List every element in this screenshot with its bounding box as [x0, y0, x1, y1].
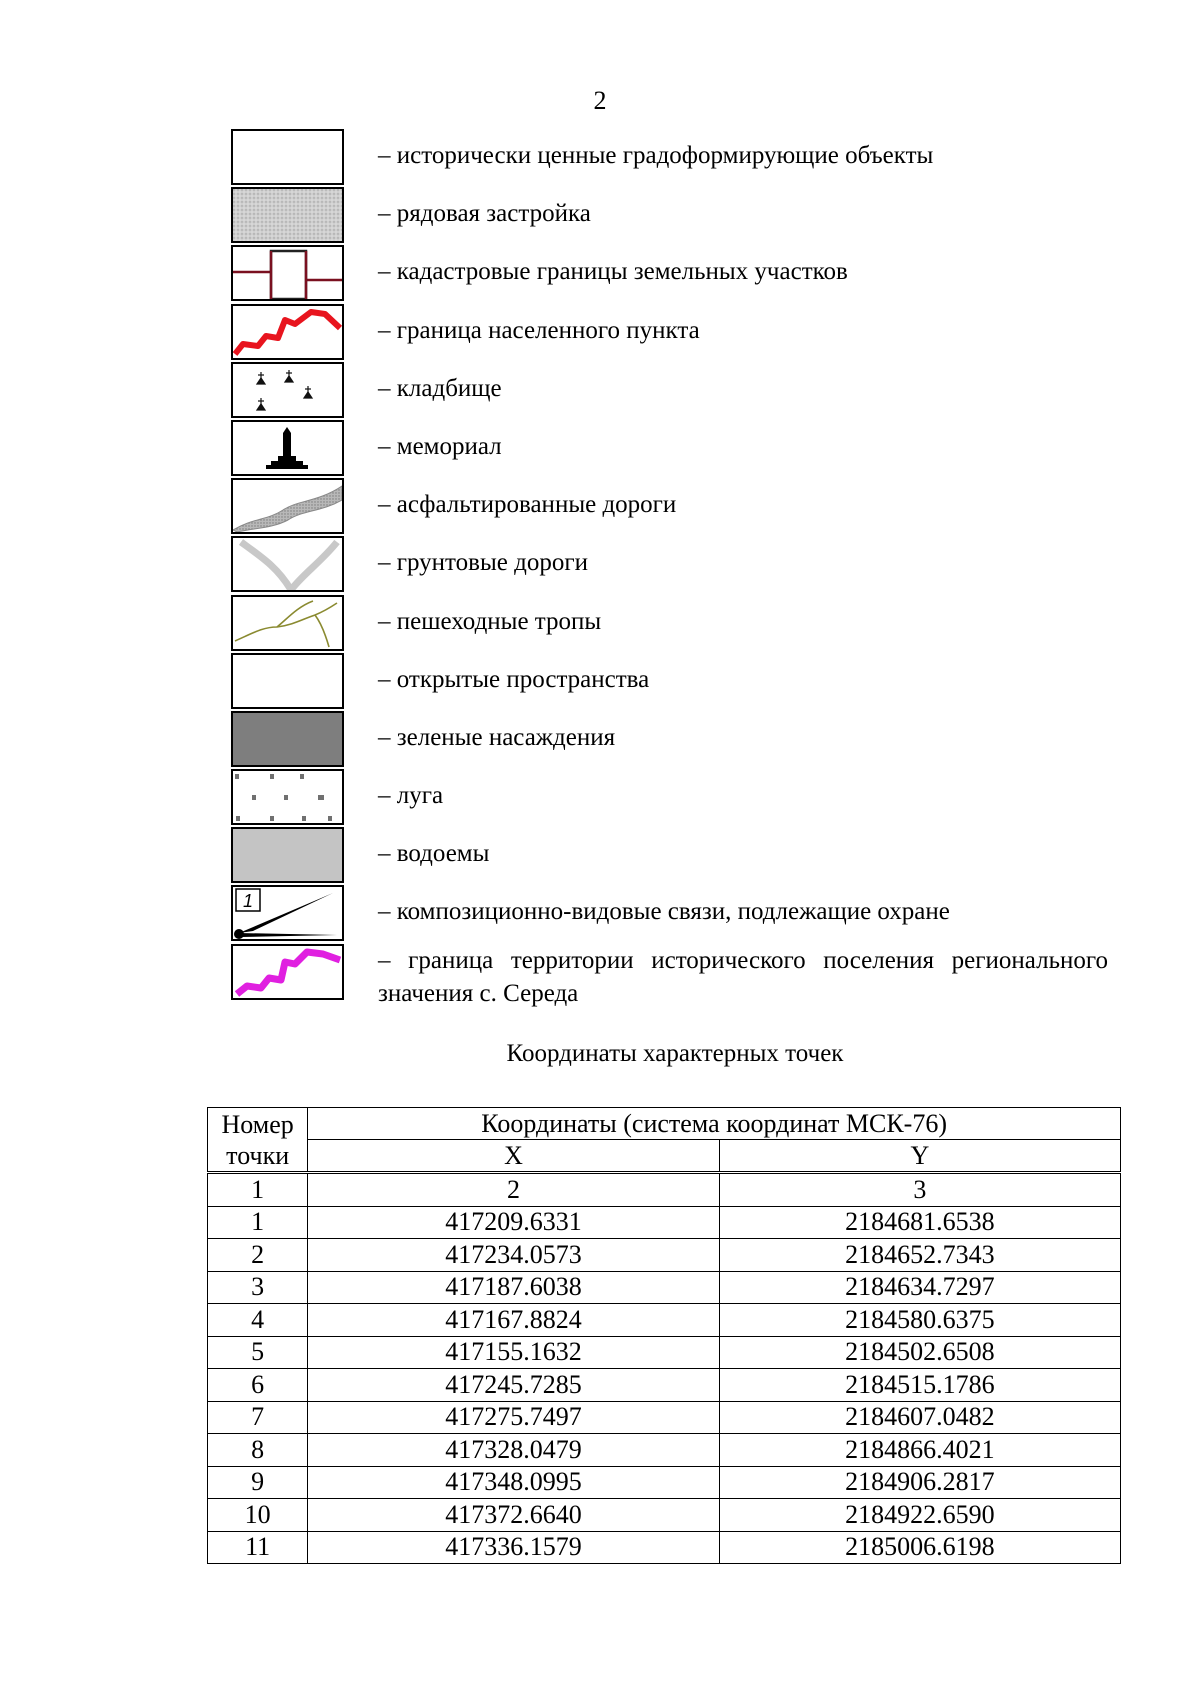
point-number-cell: 2: [208, 1239, 308, 1272]
legend-item-settlement-boundary: [231, 304, 1111, 362]
x-coordinate-cell: 417187.6038: [308, 1271, 719, 1304]
y-coordinate-cell: 2184634.7297: [719, 1271, 1120, 1304]
x-coordinate-cell: 417234.0573: [308, 1239, 719, 1272]
legend-label: – граница территории исторического поселения регионального значения с. Середа: [378, 946, 1108, 1007]
table-row: [208, 1434, 1121, 1467]
table-row: [208, 1531, 1121, 1564]
point-number-cell: 5: [208, 1336, 308, 1369]
y-coordinate-cell: 2184906.2817: [719, 1466, 1120, 1499]
table-row: [208, 1206, 1121, 1239]
view-connection-number: 1: [242, 891, 254, 912]
stippled-gray-swatch-icon: [231, 187, 344, 243]
y-coordinate-cell: 2184502.6508: [719, 1336, 1120, 1369]
legend-item-historic-settlement-boundary: [231, 944, 1111, 1007]
header-y: Y: [719, 1140, 1120, 1173]
table-header-row: [208, 1108, 1121, 1140]
y-coordinate-cell: 2184681.6538: [719, 1206, 1120, 1239]
y-coordinate-cell: 2184580.6375: [719, 1304, 1120, 1337]
table-row: [208, 1369, 1121, 1402]
point-number-cell: 1: [208, 1206, 308, 1239]
cadastral-boundary-swatch-icon: [231, 245, 344, 301]
legend-item-cadastral: [231, 245, 1111, 303]
x-coordinate-cell: 417372.6640: [308, 1499, 719, 1532]
magenta-boundary-swatch-icon: [231, 944, 344, 1000]
historic-objects-swatch-icon: [231, 129, 344, 185]
x-coordinate-cell: 417245.7285: [308, 1369, 719, 1402]
legend-item-open-spaces: [231, 653, 1111, 711]
legend-label: – кадастровые границы земельных участков: [378, 258, 848, 286]
header-x: X: [308, 1140, 719, 1173]
map-legend: [231, 129, 1111, 1007]
point-number-cell: 7: [208, 1401, 308, 1434]
legend-label: – композиционно-видовые связи, подлежащие охране: [378, 898, 950, 926]
table-header-row: [208, 1140, 1121, 1173]
x-coordinate-cell: 417209.6331: [308, 1206, 719, 1239]
table-row: [208, 1304, 1121, 1337]
legend-label: – луга: [378, 782, 444, 810]
legend-item-historic-objects: [231, 129, 1111, 187]
x-coordinate-cell: 417155.1632: [308, 1336, 719, 1369]
meadow-swatch-icon: [231, 769, 344, 825]
y-coordinate-cell: 2184515.1786: [719, 1369, 1120, 1402]
point-number-cell: 8: [208, 1434, 308, 1467]
header-point-number: Номер точки: [208, 1108, 308, 1173]
legend-label: – исторически ценные градоформирующие объекты: [378, 142, 934, 169]
legend-item-dirt-roads: [231, 536, 1111, 594]
table-row: [208, 1499, 1121, 1532]
legend-label: – асфальтированные дороги: [378, 491, 677, 519]
legend-item-asphalt-roads: [231, 478, 1111, 536]
view-connection-swatch-icon: [231, 885, 344, 941]
column-number: 2: [308, 1173, 719, 1207]
legend-label: – грунтовые дороги: [378, 549, 588, 577]
y-coordinate-cell: 2184652.7343: [719, 1239, 1120, 1272]
legend-label: – зеленые насаждения: [378, 723, 616, 751]
memorial-obelisk-icon: [231, 420, 344, 476]
legend-item-water-bodies: [231, 827, 1111, 885]
legend-label: – водоемы: [378, 840, 490, 868]
open-spaces-swatch-icon: [231, 653, 344, 709]
table-row: [208, 1239, 1121, 1272]
legend-label: – мемориал: [378, 432, 502, 460]
table-row: [208, 1336, 1121, 1369]
asphalt-road-swatch-icon: [231, 478, 344, 534]
legend-item-memorial: [231, 420, 1111, 478]
point-number-cell: 3: [208, 1271, 308, 1304]
column-number: 3: [719, 1173, 1120, 1207]
page-number: 2: [593, 86, 607, 115]
column-number: 1: [208, 1173, 308, 1207]
table-row: [208, 1401, 1121, 1434]
x-coordinate-cell: 417348.0995: [308, 1466, 719, 1499]
table-caption: Координаты характерных точек: [506, 1040, 844, 1067]
x-coordinate-cell: 417328.0479: [308, 1434, 719, 1467]
water-swatch-icon: [231, 827, 344, 883]
dark-gray-swatch-icon: [231, 711, 344, 767]
x-coordinate-cell: 417275.7497: [308, 1401, 719, 1434]
y-coordinate-cell: 2185006.6198: [719, 1531, 1120, 1564]
point-number-cell: 6: [208, 1369, 308, 1402]
legend-label: – пешеходные тропы: [378, 607, 602, 635]
legend-label: – кладбище: [378, 374, 502, 402]
coordinates-rows: [208, 1206, 1121, 1564]
legend-item-ordinary-buildings: [231, 187, 1111, 245]
legend-item-cemetery: [231, 362, 1111, 420]
table-row: [208, 1271, 1121, 1304]
y-coordinate-cell: 2184922.6590: [719, 1499, 1120, 1532]
y-coordinate-cell: 2184866.4021: [719, 1434, 1120, 1467]
legend-label: – рядовая застройка: [378, 200, 591, 228]
dirt-road-swatch-icon: [231, 536, 344, 592]
point-number-cell: 10: [208, 1499, 308, 1532]
point-number-cell: 11: [208, 1531, 308, 1564]
x-coordinate-cell: 417167.8824: [308, 1304, 719, 1337]
column-number-row: [208, 1173, 1121, 1207]
x-coordinate-cell: 417336.1579: [308, 1531, 719, 1564]
point-number-cell: 4: [208, 1304, 308, 1337]
y-coordinate-cell: 2184607.0482: [719, 1401, 1120, 1434]
legend-item-green-areas: [231, 711, 1111, 769]
point-number-cell: 9: [208, 1466, 308, 1499]
legend-item-view-connections: [231, 885, 1111, 943]
legend-label: – открытые пространства: [378, 665, 650, 693]
cemetery-swatch-icon: [231, 362, 344, 418]
legend-label: – граница населенного пункта: [378, 316, 700, 344]
table-row: [208, 1466, 1121, 1499]
legend-item-meadows: [231, 769, 1111, 827]
header-coordinates-group: Координаты (система координат МСК-76): [308, 1108, 1121, 1140]
red-boundary-swatch-icon: [231, 304, 344, 360]
legend-item-footpaths: [231, 595, 1111, 653]
footpaths-swatch-icon: [231, 595, 344, 651]
coordinates-table: [207, 1107, 1121, 1564]
